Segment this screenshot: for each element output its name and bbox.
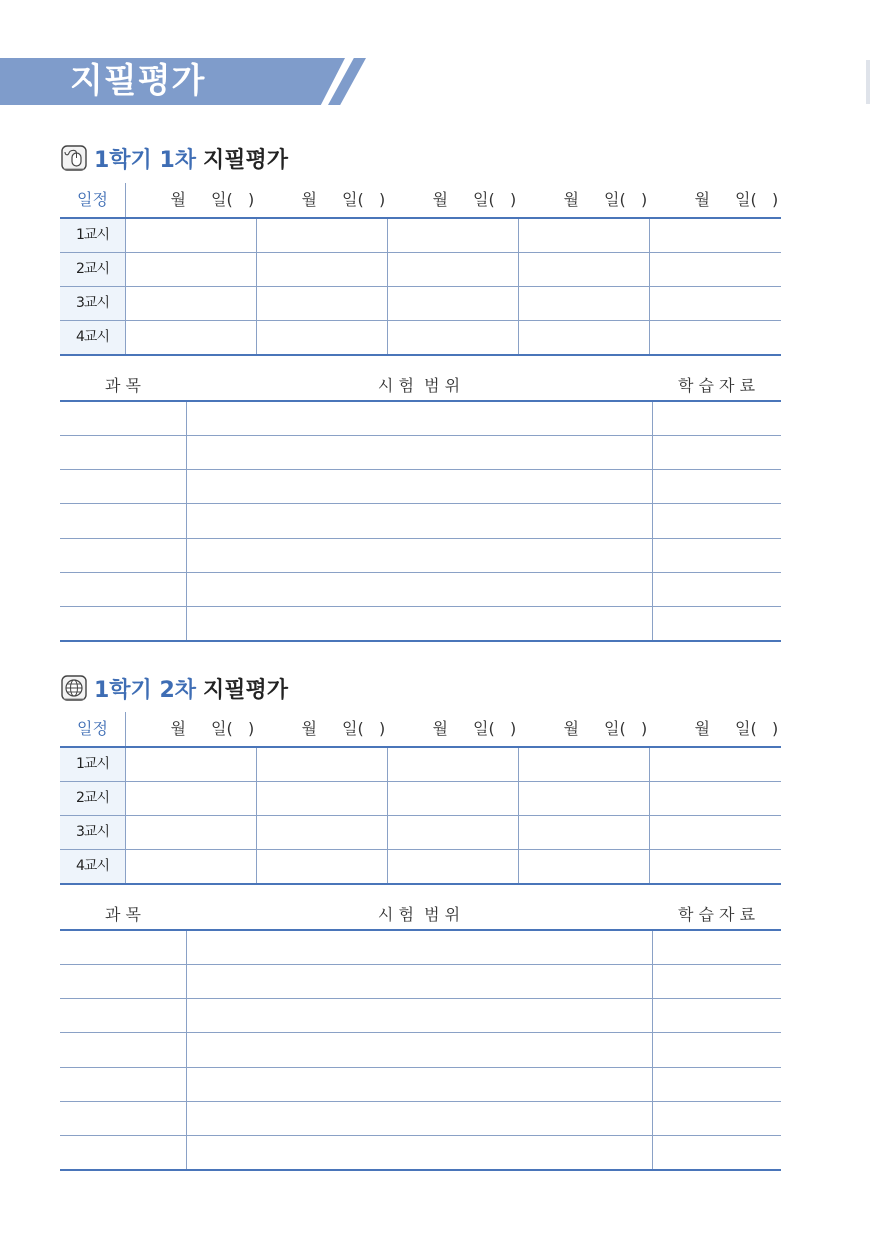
day-label: 일( ): [473, 719, 517, 738]
day-label: 일( ): [604, 719, 648, 738]
row-divider: [60, 252, 781, 253]
row-divider: [60, 1135, 781, 1136]
month-label: 월: [694, 719, 710, 738]
subject-header: 과 목: [105, 376, 141, 395]
day-header: [272, 712, 385, 746]
day-header: [272, 183, 385, 217]
exam-range-header: 시 험 범 위: [377, 905, 461, 924]
month-label: 월: [694, 190, 710, 209]
row-divider: [60, 503, 781, 504]
page-edge-mark: [866, 60, 870, 104]
study-material-header: 학 습 자 료: [677, 376, 756, 395]
schedule-label: 일정: [60, 183, 126, 217]
period-cell: 4교시: [60, 321, 125, 354]
day-label: 일( ): [342, 719, 386, 738]
schedule-table-2: [60, 712, 781, 884]
month-label: 월: [170, 719, 186, 738]
globe-icon: [60, 674, 88, 702]
row-divider: [60, 1032, 781, 1033]
row-divider: [60, 964, 781, 965]
table-bottom-rule: [60, 883, 781, 885]
day-header: [534, 183, 647, 217]
day-label: 일( ): [211, 719, 255, 738]
month-label: 월: [170, 190, 186, 209]
period-cell: 3교시: [60, 287, 125, 320]
subjects-table-2: [60, 899, 781, 1139]
month-label: 월: [301, 719, 317, 738]
column-divider: [518, 219, 519, 354]
column-divider: [125, 748, 126, 883]
row-divider: [60, 469, 781, 470]
day-header: [141, 183, 254, 217]
month-label: 월: [432, 719, 448, 738]
table-bottom-rule: [60, 640, 781, 642]
table-bottom-rule: [60, 1169, 781, 1171]
header-rule: [60, 929, 781, 931]
section-2-term: 1학기 2차: [94, 677, 197, 703]
period-cell: 1교시: [60, 219, 125, 252]
section-1-title: 지필평가: [203, 147, 289, 173]
schedule-header-row: [60, 183, 781, 219]
column-divider: [652, 931, 653, 1169]
section-1-heading: [60, 142, 288, 174]
column-divider: [652, 402, 653, 640]
header-rule: [60, 400, 781, 402]
column-divider: [186, 402, 187, 640]
schedule-label: 일정: [60, 712, 126, 746]
row-divider: [60, 1101, 781, 1102]
column-divider: [186, 931, 187, 1169]
period-cell: 3교시: [60, 816, 125, 849]
study-material-header: 학 습 자 료: [677, 905, 756, 924]
column-divider: [256, 748, 257, 883]
column-divider: [387, 219, 388, 354]
period-cell: 4교시: [60, 850, 125, 883]
period-cell: 1교시: [60, 748, 125, 781]
row-divider: [60, 606, 781, 607]
page-title: 지필평가: [70, 61, 206, 101]
month-label: 월: [563, 190, 579, 209]
day-header: [403, 183, 516, 217]
column-divider: [649, 748, 650, 883]
row-divider: [60, 572, 781, 573]
schedule-header-row: [60, 712, 781, 748]
subject-header: 과 목: [105, 905, 141, 924]
column-divider: [387, 748, 388, 883]
mouse-icon: [60, 144, 88, 172]
row-divider: [60, 286, 781, 287]
row-divider: [60, 998, 781, 999]
column-divider: [125, 219, 126, 354]
period-cell: 2교시: [60, 782, 125, 815]
day-label: 일( ): [211, 190, 255, 209]
day-header: [534, 712, 647, 746]
day-header: [665, 183, 778, 217]
table-bottom-rule: [60, 354, 781, 356]
exam-range-header: 시 험 범 위: [377, 376, 461, 395]
row-divider: [60, 1067, 781, 1068]
day-header: [665, 712, 778, 746]
month-label: 월: [301, 190, 317, 209]
section-2-title: 지필평가: [203, 677, 289, 703]
period-cell: 2교시: [60, 253, 125, 286]
row-divider: [60, 849, 781, 850]
day-label: 일( ): [735, 719, 779, 738]
row-divider: [60, 320, 781, 321]
day-header: [141, 712, 254, 746]
day-label: 일( ): [735, 190, 779, 209]
day-header: [403, 712, 516, 746]
row-divider: [60, 815, 781, 816]
row-divider: [60, 781, 781, 782]
subjects-table-1: [60, 370, 781, 610]
day-label: 일( ): [604, 190, 648, 209]
column-divider: [256, 219, 257, 354]
column-divider: [649, 219, 650, 354]
month-label: 월: [432, 190, 448, 209]
row-divider: [60, 538, 781, 539]
schedule-table-1: [60, 183, 781, 355]
row-divider: [60, 435, 781, 436]
day-label: 일( ): [473, 190, 517, 209]
day-label: 일( ): [342, 190, 386, 209]
month-label: 월: [563, 719, 579, 738]
section-1-term: 1학기 1차: [94, 147, 197, 173]
section-2-heading: [60, 672, 288, 704]
column-divider: [518, 748, 519, 883]
